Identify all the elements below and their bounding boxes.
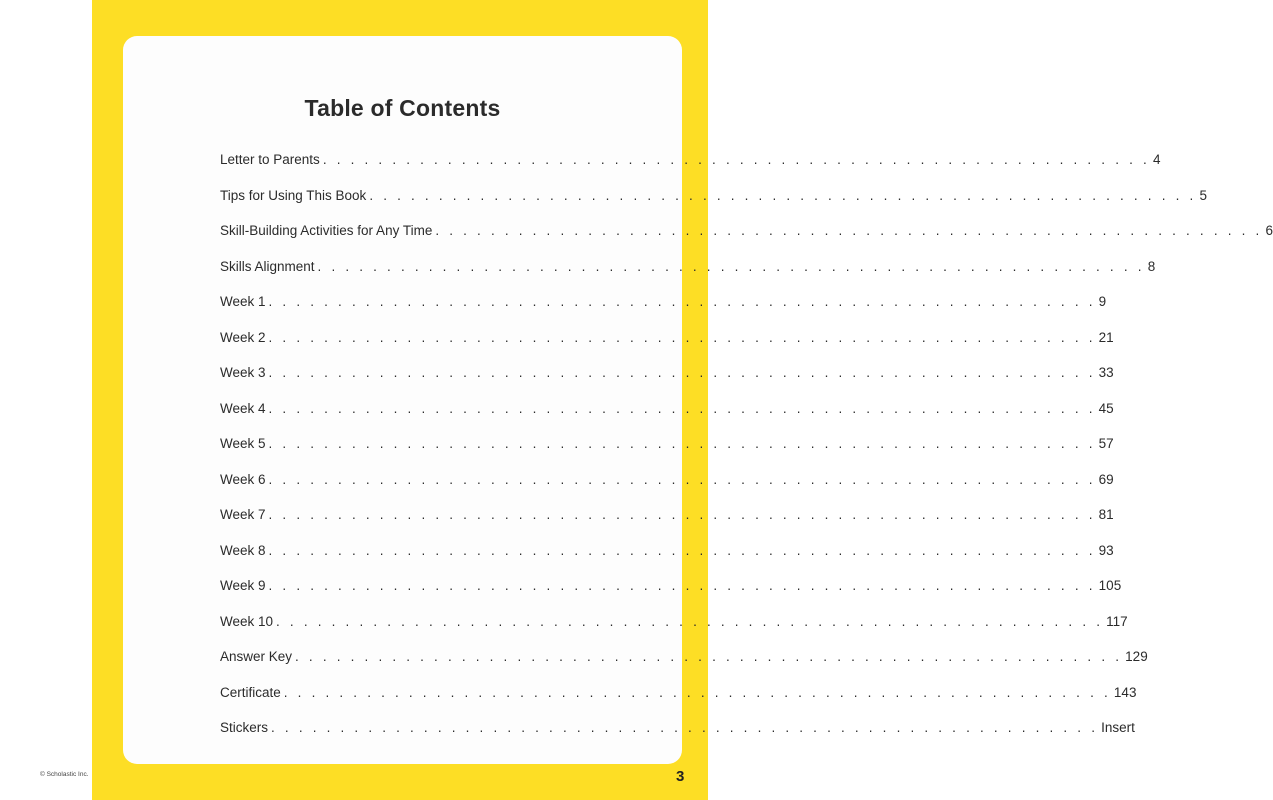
toc-entry <box>220 675 1137 711</box>
page-border <box>92 0 1273 800</box>
toc-entry <box>220 213 1273 249</box>
toc-entry-page: Insert <box>1101 720 1135 735</box>
toc-dot-leader: . . . . . . . . . . . . . . . . . . . . . . . . . . . . . . . . . . . . . . . . . . . . . . . . . . . . . . . . . . . . <box>268 294 1096 309</box>
toc-entry-label: Week 5 <box>220 436 266 451</box>
toc-entry <box>220 426 1114 462</box>
toc-entry <box>220 391 1114 427</box>
toc-entry-label: Week 4 <box>220 400 266 416</box>
toc-entry-page: 4 <box>1152 152 1161 167</box>
toc-dot-leader: . . . . . . . . . . . . . . . . . . . . . . . . . . . . . . . . . . . . . . . . . . . . . . . . . . . . . . . . . . . . <box>435 223 1263 238</box>
toc-dot-leader: . . . . . . . . . . . . . . . . . . . . . . . . . . . . . . . . . . . . . . . . . . . . . . . . . . . . . . . . . . . . <box>317 258 1145 274</box>
toc-entry-page: 129 <box>1125 649 1148 664</box>
toc-entry <box>220 284 1107 320</box>
toc-entry <box>220 568 1122 604</box>
toc-dot-leader: . . . . . . . . . . . . . . . . . . . . . . . . . . . . . . . . . . . . . . . . . . . . . . . . . . . . . . . . . . . . <box>268 365 1096 380</box>
toc-entry <box>220 320 1114 356</box>
toc-entry-page: 69 <box>1098 471 1114 487</box>
toc-entry-label: Week 6 <box>220 471 266 487</box>
toc-entry-label: Stickers <box>220 720 269 735</box>
toc-dot-leader: . . . . . . . . . . . . . . . . . . . . . . . . . . . . . . . . . . . . . . . . . . . . . . . . . . . . . . . . . . . . <box>276 613 1104 629</box>
toc-entry-label: Week 2 <box>220 329 266 345</box>
toc-entry <box>220 710 1135 746</box>
toc-entry-label: Certificate <box>220 684 281 700</box>
toc-entry <box>220 604 1128 640</box>
toc-entry <box>220 462 1114 498</box>
toc-entry-page: 105 <box>1098 578 1122 593</box>
toc-dot-leader: . . . . . . . . . . . . . . . . . . . . . . . . . . . . . . . . . . . . . . . . . . . . . . . . . . . . . . . . . . . . <box>268 436 1096 451</box>
toc-entry-page: 143 <box>1113 684 1137 700</box>
toc-dot-leader: . . . . . . . . . . . . . . . . . . . . . . . . . . . . . . . . . . . . . . . . . . . . . . . . . . . . . . . . . . . . <box>322 152 1150 167</box>
toc-entry-page: 81 <box>1098 507 1114 522</box>
toc-entry-page: 93 <box>1098 542 1114 558</box>
page-number: 3 <box>676 768 685 785</box>
toc-list <box>220 142 1273 746</box>
toc-dot-leader: . . . . . . . . . . . . . . . . . . . . . . . . . . . . . . . . . . . . . . . . . . . . . . . . . . . . . . . . . . . . <box>268 400 1096 416</box>
toc-entry-label: Week 7 <box>220 507 266 522</box>
toc-entry-page: 33 <box>1098 365 1114 380</box>
toc-entry-label: Week 1 <box>220 294 266 309</box>
toc-entry-label: Skills Alignment <box>220 258 315 274</box>
toc-entry-page: 5 <box>1199 187 1207 203</box>
toc-entry-label: Tips for Using This Book <box>220 187 367 203</box>
toc-entry <box>220 533 1114 569</box>
toc-entry-page: 8 <box>1147 258 1156 274</box>
toc-dot-leader: . . . . . . . . . . . . . . . . . . . . . . . . . . . . . . . . . . . . . . . . . . . . . . . . . . . . . . . . . . . . <box>283 684 1111 700</box>
toc-entry-page: 45 <box>1098 400 1114 416</box>
toc-entry-label: Week 9 <box>220 578 266 593</box>
toc-entry <box>220 639 1148 675</box>
toc-dot-leader: . . . . . . . . . . . . . . . . . . . . . . . . . . . . . . . . . . . . . . . . . . . . . . . . . . . . . . . . . . . . <box>268 329 1096 345</box>
toc-entry-page: 9 <box>1098 294 1107 309</box>
toc-entry <box>220 142 1161 178</box>
toc-dot-leader: . . . . . . . . . . . . . . . . . . . . . . . . . . . . . . . . . . . . . . . . . . . . . . . . . . . . . . . . . . . . <box>268 507 1096 522</box>
toc-entry <box>220 355 1114 391</box>
copyright-notice: © Scholastic Inc. <box>40 771 89 778</box>
contents-card <box>123 36 1273 764</box>
toc-entry-page: 6 <box>1265 223 1273 238</box>
toc-dot-leader: . . . . . . . . . . . . . . . . . . . . . . . . . . . . . . . . . . . . . . . . . . . . . . . . . . . . . . . . . . . . <box>369 187 1197 203</box>
toc-dot-leader: . . . . . . . . . . . . . . . . . . . . . . . . . . . . . . . . . . . . . . . . . . . . . . . . . . . . . . . . . . . . <box>268 578 1096 593</box>
toc-entry-label: Skill-Building Activities for Any Time <box>220 223 433 238</box>
toc-dot-leader: . . . . . . . . . . . . . . . . . . . . . . . . . . . . . . . . . . . . . . . . . . . . . . . . . . . . . . . . . . . . <box>271 720 1099 735</box>
toc-dot-leader: . . . . . . . . . . . . . . . . . . . . . . . . . . . . . . . . . . . . . . . . . . . . . . . . . . . . . . . . . . . . <box>295 649 1123 664</box>
toc-entry <box>220 497 1114 533</box>
toc-dot-leader: . . . . . . . . . . . . . . . . . . . . . . . . . . . . . . . . . . . . . . . . . . . . . . . . . . . . . . . . . . . . <box>268 471 1096 487</box>
toc-entry-page: 21 <box>1098 329 1114 345</box>
toc-entry-page: 117 <box>1106 613 1128 629</box>
toc-entry-label: Week 8 <box>220 542 266 558</box>
toc-entry-label: Answer Key <box>220 649 293 664</box>
toc-entry-label: Week 3 <box>220 365 266 380</box>
toc-entry-page: 57 <box>1098 436 1114 451</box>
toc-entry-label: Letter to Parents <box>220 152 320 167</box>
toc-dot-leader: . . . . . . . . . . . . . . . . . . . . . . . . . . . . . . . . . . . . . . . . . . . . . . . . . . . . . . . . . . . . <box>268 542 1096 558</box>
toc-entry <box>220 178 1207 214</box>
page-title: Table of Contents <box>304 95 501 121</box>
toc-entry-label: Week 10 <box>220 613 274 629</box>
toc-entry <box>220 249 1156 285</box>
